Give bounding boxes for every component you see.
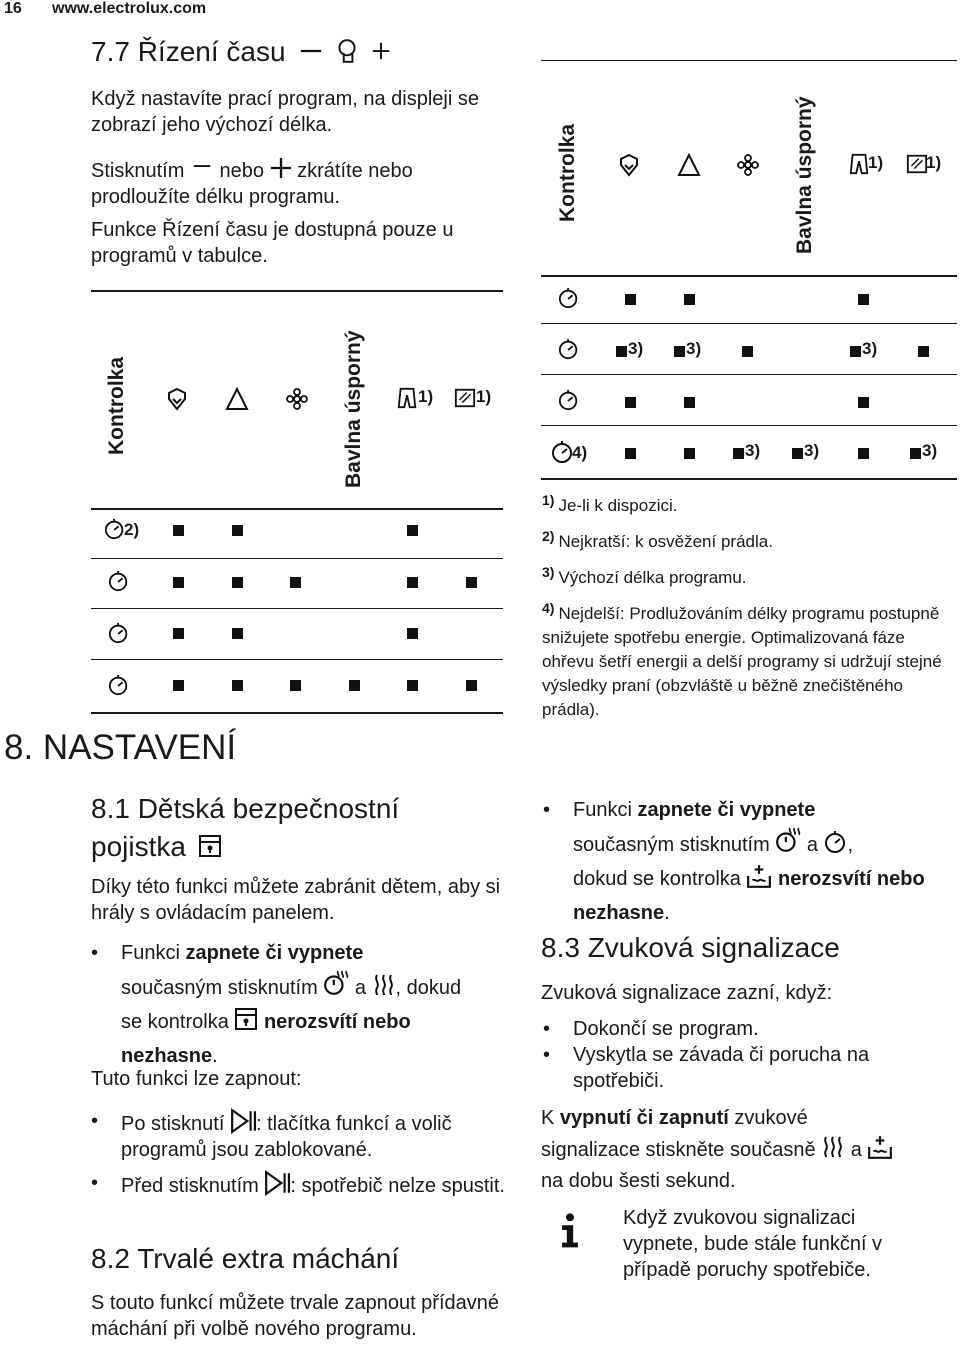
footnote-num: 4) — [542, 600, 555, 616]
time-steam-icon — [323, 970, 349, 996]
s83-paragraph-1: Zvuková signalizace zazní, když: — [541, 982, 833, 1004]
text: a — [806, 834, 818, 856]
footnote-item — [542, 596, 957, 722]
cotton-icon — [165, 387, 189, 411]
text: Funkci — [573, 799, 632, 821]
section-7-7-title-text: 7.7 Řízení času — [91, 36, 286, 67]
bullet-dot: • — [543, 1018, 551, 1040]
right-head-kontrolka: Kontrolka — [556, 123, 579, 222]
delicate-icon — [736, 153, 760, 177]
text-bold: vypnutí či zapnutí — [559, 1107, 729, 1129]
text: a — [850, 1139, 862, 1161]
s77-p2a: Stisknutím — [91, 160, 185, 182]
extra-rinse-icon — [867, 1134, 893, 1160]
footnote-item — [542, 560, 957, 590]
s81-bullet-1: • Funkci zapnete či vypnete současným stisknutím a , dokud se kontrolka nerozsvítí nebo nezhasne. — [121, 936, 511, 1073]
fn-1: 1) — [476, 387, 492, 406]
section-8-title: 8. NASTAVENÍ — [4, 728, 237, 767]
start-pause-icon — [230, 1108, 256, 1134]
clock-icon — [558, 389, 580, 411]
delicate-icon — [285, 387, 309, 411]
info-icon — [551, 1210, 589, 1250]
plus-icon — [372, 42, 390, 60]
bullet-dot: • — [91, 1110, 99, 1132]
fn-3: 3) — [628, 339, 644, 358]
bullet-dot: • — [91, 942, 99, 964]
text: Funkci — [121, 942, 180, 964]
footnote-text: Nejdelší: Prodlužováním délky programu postupně snižujete spotřebu energie. Optimalizovaná fáze ohřevu šetří energii a delší programy si udržují stejné výsledky praní (obzvláště u běžně znečištěného prádla). — [542, 604, 942, 719]
fn-4: 4) — [572, 443, 588, 462]
extra-rinse-icon — [746, 863, 772, 889]
text: , dokud — [395, 977, 462, 999]
footnote-item — [542, 524, 957, 554]
minus-icon — [300, 40, 322, 62]
text: : spotřebič nelze spustit. — [290, 1175, 505, 1197]
synthetic-icon — [224, 387, 250, 411]
bullet-dot: • — [543, 799, 551, 821]
s77-paragraph-2 — [91, 157, 501, 210]
footnotes — [542, 488, 957, 722]
text: signalizace stiskněte současně — [541, 1139, 816, 1161]
text: Vyskytla se závada či porucha na spotřebiči. — [573, 1044, 870, 1092]
footnote-item — [542, 488, 957, 518]
section-8-2-title: 8.2 Trvalé extra máchání — [91, 1243, 400, 1274]
footnote-num: 3) — [542, 564, 555, 580]
text-bold: nerozsvítí nebo nezhasne — [121, 1011, 411, 1067]
minus-icon — [190, 157, 214, 175]
wool-icon — [906, 152, 928, 176]
clock-icon — [558, 287, 580, 309]
s77-paragraph-3: Funkce Řízení času je dostupná pouze u programů v tabulce. — [91, 219, 454, 267]
section-8-1-title-text: 8.1 Dětská bezpečnostní pojistka — [91, 793, 400, 862]
section-7-7-title — [91, 36, 286, 68]
time-icon — [334, 38, 360, 64]
jeans-icon — [396, 386, 418, 410]
page-number: 16 — [4, 0, 22, 17]
text-bold: nerozsvítí nebo nezhasne — [573, 868, 925, 924]
footnote-num: 1) — [542, 492, 555, 508]
footnote-text: Je-li k dispozici. — [558, 496, 678, 515]
s83-bullet-2 — [543, 1042, 958, 1094]
wool-icon — [454, 386, 476, 410]
fn-3: 3) — [862, 339, 878, 358]
text: dokud se kontrolka — [573, 868, 741, 890]
s77-paragraph-1: Když nastavíte prací program, na displeji se zobrazí jeho výchozí délka. — [91, 88, 479, 136]
s83-bullet-1 — [543, 1016, 958, 1042]
text: zvukové — [734, 1107, 808, 1129]
fn-1: 1) — [418, 387, 434, 406]
text: K — [541, 1107, 555, 1129]
fn-3: 3) — [686, 339, 702, 358]
clock-icon — [108, 570, 130, 592]
bullet-dot: • — [91, 1172, 99, 1194]
footnote-num: 2) — [542, 528, 555, 544]
synthetic-icon — [675, 153, 703, 177]
child-lock-icon — [198, 834, 222, 858]
bullet-dot: • — [543, 1044, 551, 1066]
left-head-bavlna: Bavlna úsporný — [342, 330, 365, 488]
text: a — [354, 977, 366, 999]
clock-icon — [108, 622, 130, 644]
s83-info-note: Když zvukovou signalizaci vypnete, bude stále funkční v případě poruchy spotřebiče. — [623, 1207, 883, 1281]
clock-icon — [558, 338, 580, 360]
text-bold: zapnete či vypnete — [185, 942, 364, 964]
footnote-text: Nejkratší: k osvěžení prádla. — [558, 532, 773, 551]
section-8-1-title — [91, 790, 491, 866]
s81-paragraph-1: Díky této funkci můžete zabránit dětem, aby si hrály s ovládacím panelem. — [91, 876, 501, 924]
s81-bullet-3 — [91, 1170, 511, 1199]
time-icon — [824, 830, 848, 854]
text: Před stisknutím — [121, 1175, 259, 1197]
jeans-icon — [848, 152, 870, 176]
child-lock-icon — [234, 1007, 258, 1031]
fn-1: 1) — [868, 153, 884, 172]
start-pause-icon — [264, 1170, 290, 1196]
text: Dokončí se program. — [573, 1018, 759, 1040]
clock-icon — [104, 518, 126, 540]
text: : tlačítka funkcí a volič programů jsou zablokované. — [121, 1113, 452, 1161]
fn-3: 3) — [745, 441, 761, 460]
s81-paragraph-2: Tuto funkci lze zapnout: — [91, 1068, 302, 1090]
text: se kontrolka — [121, 1011, 229, 1033]
right-head-bavlna: Bavlna úsporný — [793, 96, 816, 254]
fn-3: 3) — [922, 441, 938, 460]
fn-2: 2) — [124, 520, 140, 539]
footnote-text: Výchozí délka programu. — [558, 568, 747, 587]
left-head-kontrolka: Kontrolka — [105, 356, 128, 455]
s77-p2b: nebo — [219, 160, 264, 182]
section-8-3-title: 8.3 Zvuková signalizace — [541, 932, 840, 963]
cotton-icon — [617, 153, 641, 177]
text: na dobu šesti sekund. — [541, 1170, 736, 1192]
text: současným stisknutím — [121, 977, 318, 999]
s82-paragraph-1: S touto funkcí můžete trvale zapnout přídavné máchání při volbě nového programu. — [91, 1292, 500, 1340]
s83-paragraph-2 — [541, 1103, 956, 1197]
text: , — [847, 834, 854, 856]
header-url: www.electrolux.com — [52, 0, 207, 17]
text: současným stisknutím — [573, 834, 770, 856]
text-bold: zapnete či vypnete — [637, 799, 816, 821]
plus-icon — [270, 157, 292, 179]
text: Po stisknutí — [121, 1113, 225, 1135]
s77-p2c: zkrátíte nebo prodloužíte délku programu. — [91, 160, 413, 208]
fn-3: 3) — [804, 441, 820, 460]
time-steam-icon — [775, 827, 801, 853]
steam-icon — [821, 1134, 845, 1160]
clock-icon — [108, 674, 130, 696]
right-bullet-1: • Funkci zapnete či vypnete současným stisknutím a , dokud se kontrolka nerozsvítí nebo nezhasne. — [573, 793, 958, 930]
steam-icon — [372, 972, 396, 998]
s81-bullet-2 — [91, 1108, 511, 1163]
fn-1: 1) — [926, 153, 942, 172]
